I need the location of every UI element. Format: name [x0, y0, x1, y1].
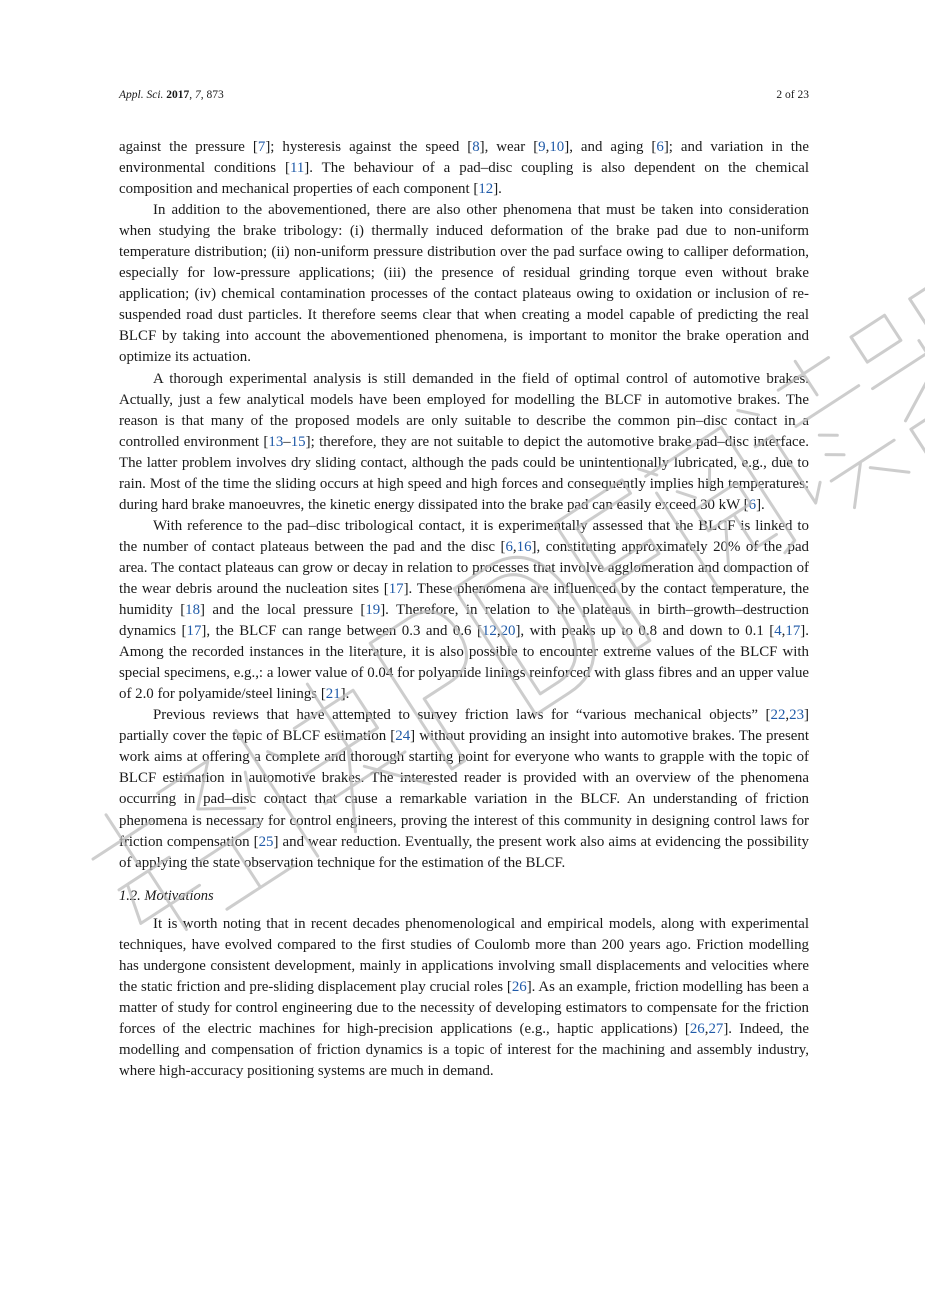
- citation-link[interactable]: 17: [186, 623, 202, 640]
- citation-link[interactable]: 4: [774, 623, 782, 640]
- citation-link[interactable]: 17: [785, 623, 801, 640]
- citation-link[interactable]: 24: [395, 728, 411, 745]
- journal-citation: Appl. Sci. 2017, 7, 873: [119, 89, 224, 101]
- article-number: 873: [206, 89, 224, 101]
- citation-link[interactable]: 17: [388, 580, 404, 597]
- citation-link[interactable]: 21: [325, 686, 341, 703]
- citation-link[interactable]: 22: [770, 707, 786, 724]
- paragraph-1: against the pressure [7]; hysteresis against the speed [8], wear [9,10], and aging [6]; and variation in the environmental conditions [11]. The behaviour of a pad–disc coupling is also dependent on the chemical composition and mechanical properties of each component [12].: [119, 139, 810, 198]
- journal-name: Appl. Sci.: [119, 89, 164, 101]
- citation-link[interactable]: 27: [708, 1020, 724, 1037]
- citation-link[interactable]: 6: [656, 139, 664, 155]
- citation-link[interactable]: 12: [478, 181, 494, 198]
- citation-link[interactable]: 26: [689, 1020, 705, 1037]
- paragraph-2: In addition to the abovementioned, there are also other phenomena that must be taken into consideration when studying the brake tribology: (i) thermally induced deformation of the brake pad due to non-uniform temperature distribution; (ii) non-uniform pressure distribution over the pad surface owing to calliper deformation, especially for low-pressure applications; (iii) the presence of residual grinding torque even without brake application; (iv) chemical contamination processes of the contact plateaus owing to oxidation or inclusion of re-suspended road dust particles. It therefore seems clear that when creating a model capable of predicting the real BLCF by taking into account the abovementioned phenomena, is important to monitor the brake operation and optimize its actuation.: [119, 202, 809, 366]
- journal-volume: 7: [195, 89, 201, 101]
- section-heading: 1.2. Motivations: [119, 887, 214, 904]
- citation-link[interactable]: 18: [185, 602, 201, 619]
- citation-link[interactable]: 10: [549, 139, 565, 155]
- citation-link[interactable]: 19: [365, 602, 381, 619]
- citation-link[interactable]: 12: [481, 623, 497, 640]
- citation-link[interactable]: 6: [505, 538, 513, 555]
- paragraph-4: With reference to the pad–disc tribological contact, it is experimentally assessed that the BLCF is linked to the number of contact plateaus between the pad and the disc [6,16], constituting approximately 20% of the pad area. The contact plateaus can grow or decay in relation to processes that involve agglomeration and compaction of the wear debris around the nucleation sites [17]. These phenomena are influenced by the contact temperature, the humidity [18] and the local pressure [19]. Therefore, in relation to the plateaus in birth–growth–destruction dynamics [17], the BLCF can range between 0.3 and 0.6 [12,20], with peaks up to 0.8 and down to 0.1 [4,17]. Among the recorded instances in the literature, it is also possible to encounter extreme values of the BLCF with special specimens, e.g.,: a lower value of 0.04 for polyamide linings reinforced with glass fibres and an upper value of 2.0 for polyamide/steel linings [21].: [119, 517, 810, 703]
- paragraph-3: A thorough experimental analysis is still demanded in the field of optimal control of automotive brakes. Actually, just a few analytical models have been employed for modelling the BLCF in automotive brakes. The reason is that many of the proposed models are only suitable to describe the common pin–disc contact in a controlled environment [13–15]; therefore, they are not suitable to depict the automotive brake pad–disc interface. The latter problem involves dry sliding contact, although the pads could be unintentionally lubricated, e.g., due to rain. Most of the time the sliding occurs at high speed and high forces and consequently implies high temperatures: during hard brake manoeuvres, the kinetic energy dissipated into the brake pad can easily exceed 30 kW [6].: [119, 370, 809, 513]
- paragraph-5: Previous reviews that have attempted to survey friction laws for “various mechanical objects” [22,23] partially cover the topic of BLCF estimation [24] without providing an insight into automotive brakes. The present work aims at offering a complete and thorough starting point for everyone who wants to grapple with the topic of BLCF estimation in automotive brakes. The interested reader is provided with an overview of the phenomena occurring in pad–disc contact that cause a remarkable variation in the BLCF. An understanding of friction phenomena is necessary for control engineers, proving the interest of this community in designing control laws for friction compensation [25] and wear reduction. Eventually, the present work also aims at evidencing the possibility of applying the state observation technique for the estimation of the BLCF.: [119, 707, 809, 871]
- article-body: [119, 137, 809, 1082]
- citation-link[interactable]: 25: [258, 833, 274, 850]
- citation-link[interactable]: 9: [538, 139, 546, 155]
- page-number: 2 of 23: [776, 89, 809, 101]
- citation-link[interactable]: 20: [500, 623, 516, 640]
- citation-link[interactable]: 13: [268, 433, 284, 450]
- citation-link[interactable]: 16: [516, 538, 532, 555]
- citation-link[interactable]: 8: [472, 139, 480, 155]
- paragraph-6: It is worth noting that in recent decades phenomenological and empirical models, along with experimental techniques, have evolved compared to the first studies of Coulomb more than 200 years ago. Friction modelling has undergone consistent development, mainly in applications involving small displacements and velocities where the static friction and pre-sliding displacement play crucial roles [26]. As an example, friction modelling has been a matter of study for control engineering due to the necessity of developing estimators to compensate for the friction forces of the electric machines for high-precision applications (e.g., haptic applications) [26,27]. Indeed, the modelling and compensation of friction dynamics is a topic of interest for the machining and assembly industry, where high-accuracy positioning systems are much in demand.: [119, 915, 809, 1079]
- journal-year: 2017: [166, 89, 190, 101]
- citation-link[interactable]: 6: [748, 496, 757, 513]
- citation-link[interactable]: 11: [289, 160, 305, 177]
- citation-link[interactable]: 26: [511, 978, 527, 995]
- citation-link[interactable]: 23: [789, 707, 805, 724]
- citation-link[interactable]: 15: [290, 433, 306, 450]
- running-header: [119, 86, 809, 104]
- citation-link[interactable]: 7: [257, 139, 266, 155]
